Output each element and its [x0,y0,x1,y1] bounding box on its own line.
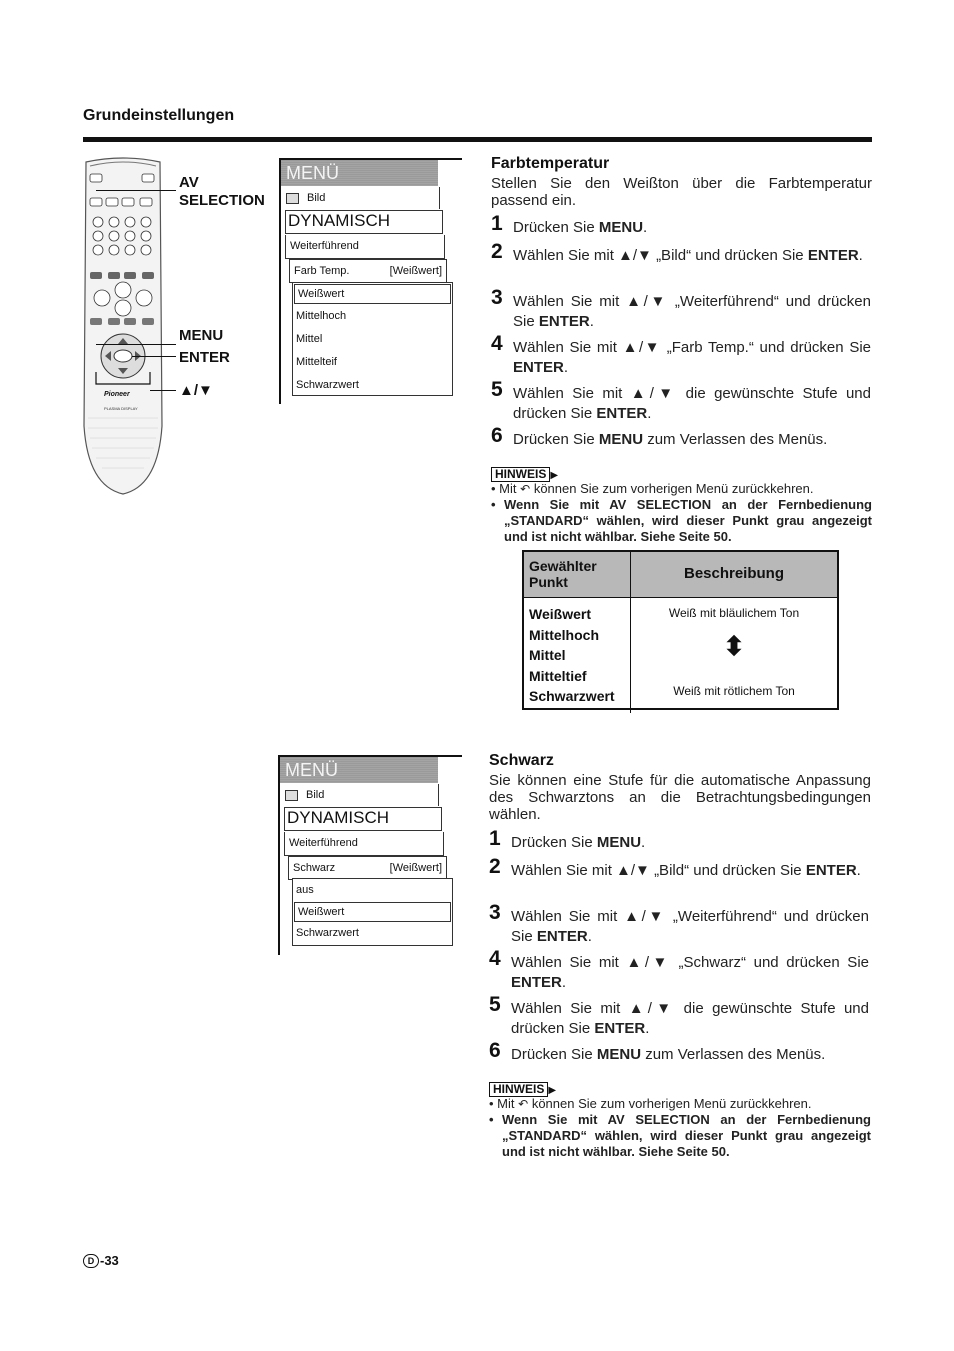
farb-note-1: • Mit ↶ können Sie zum vorherigen Menü zurückkehren. [491,481,814,496]
menu1-option[interactable]: Mittel [296,333,323,345]
farb-step-1 [491,212,872,238]
hinweis-label: HINWEIS [491,467,550,482]
label-enter: ENTER [179,349,230,366]
step-key: ENTER [538,313,590,330]
step-number: 1 [491,212,503,235]
menu1-option[interactable]: Mittelteif [296,356,337,368]
menu1-option[interactable]: Mittelhoch [296,310,347,322]
desc-bottom: Weiß mit rötlichem Ton [673,684,795,698]
page-badge: D [83,1254,99,1268]
step-text: . [856,862,861,879]
schwarz-step-2 [489,855,871,901]
hinweis-arrow-icon: ▶ [548,1085,557,1096]
menu2-item-label: Schwarz [293,862,336,874]
menu2-left-border [278,755,280,955]
note-text: Mit [497,1096,515,1111]
section-title: Grundeinstellungen [83,107,235,124]
step-text: . [858,247,863,264]
step-number: 4 [491,332,503,355]
schwarz-step-3 [489,901,871,947]
table-item: Mittel [529,647,566,663]
schwarz-title: Schwarz [489,752,554,769]
menu1-item-label: Farb Temp. [294,265,350,277]
step-text: Drücken Sie [511,834,597,851]
hinweis-label: HINWEIS [489,1082,548,1097]
farb-step-2 [491,240,872,286]
menu1-header: MENÜ [281,160,438,186]
remote-brand-logo: Pioneer [104,391,130,398]
menu1-mode-box[interactable]: DYNAMISCH [285,210,443,234]
step-text: Wählen Sie mit ▲/▼ „Weiterführend“ und drücken Sie [513,293,871,330]
step-text: Wählen Sie mit ▲/▼ „Farb Temp.“ und drücken Sie [513,339,871,356]
step-text: Wählen Sie mit ▲/▼ „Weiterführend“ und drücken Sie [511,908,869,945]
hinweis-arrow-icon: ▶ [550,470,559,481]
table-description-column [631,598,837,708]
note-text: können Sie zum vorherigen Menü zurückkehren. [533,481,814,496]
step-text: Wählen Sie mit ▲/▼ die gewünschte Stufe und drücken Sie [511,1000,869,1037]
menu2-option[interactable]: Schwarzwert [296,927,359,939]
up-down-arrow-icon: ⬍ [723,631,745,661]
menu2-advanced-row[interactable]: Weiterführend [284,832,444,856]
step-text: . [645,1020,650,1037]
remote-control-drawing [82,156,164,496]
menu2-option[interactable]: aus [296,884,314,896]
return-icon: ↶ [520,482,531,496]
schwarz-note-1: • Mit ↶ können Sie zum vorherigen Menü zurückkehren. [489,1096,812,1111]
table-item: Mittelhoch [529,626,599,643]
farb-note-2: • Wenn Sie mit AV SELECTION an der Fernbedienung „STANDARD“ wählen, wird dieser Punkt grau angezeigt und ist nicht wählbar. Siehe Seite 50. [491,497,872,544]
step-text: zum Verlassen des Menüs. [641,1046,826,1063]
label-menu: MENU [179,327,224,344]
step-number: 5 [491,378,503,401]
menu1-options-list [292,282,453,396]
step-text: Drücken Sie [513,219,599,236]
menu2-options-list [292,878,453,946]
step-key: ENTER [596,405,648,422]
step-number: 2 [491,240,503,263]
label-av: AV [179,174,199,191]
step-text: Wählen Sie mit ▲/▼ die gewünschte Stufe und drücken Sie [513,385,871,422]
menu1-picture-row[interactable] [283,187,440,209]
farb-step-6 [491,424,872,450]
step-text: Drücken Sie [511,1046,597,1063]
table-item: Schwarzwert [529,688,615,704]
menu1-item-value: [Weißwert] [389,265,442,277]
label-selection: SELECTION [179,192,265,209]
step-number: 4 [489,947,501,970]
step-text: Wählen Sie mit ▲/▼ „Bild“ und drücken Sie [511,862,806,879]
schwarz-step-6 [489,1039,871,1065]
farb-title: Farbtemperatur [491,155,610,172]
step-text: Wählen Sie mit ▲/▼ „Bild“ und drücken Sie [513,247,808,264]
menu1-option-selected[interactable]: Weißwert [294,284,451,304]
description-table [522,550,839,710]
step-key: MENU [596,1046,642,1063]
desc-top: Weiß mit bläulichem Ton [668,606,800,620]
header-rule [83,137,872,142]
step-key: ENTER [536,928,588,945]
menu2-panel [280,757,465,783]
menu2-schwarz-row[interactable] [288,856,447,880]
step-key: MENU [596,834,642,851]
menu1-farbtemp-row[interactable] [289,259,447,283]
callout-line-arrows [150,390,176,391]
menu2-picture-row[interactable] [282,784,439,806]
step-number: 6 [491,424,503,447]
table-header-description: Beschreibung [631,552,837,597]
schwarz-step-5 [489,993,871,1039]
step-number: 3 [489,901,501,924]
return-icon: ↶ [518,1097,529,1111]
step-number: 6 [489,1039,501,1062]
remote-model-text: PLASMA DISPLAY [104,406,138,411]
schwarz-step-4 [489,947,871,993]
note-text: Wenn Sie mit AV SELECTION an der Fernbedienung „STANDARD“ wählen, wird dieser Punkt grau angezeigt und ist nicht wählbar. Siehe Seite 50. [502,1112,871,1159]
step-text: Wählen Sie mit ▲/▼ „Schwarz“ und drücken Sie [511,954,869,971]
step-key: ENTER [511,974,562,991]
picture-icon [285,790,298,801]
menu2-header: MENÜ [280,757,438,783]
callout-line-menu [96,344,176,345]
note-text: Mit [499,481,517,496]
step-text: . [643,219,648,236]
menu2-item-value: [Weißwert] [389,862,442,874]
step-key: ENTER [805,862,857,879]
step-text: . [647,405,652,422]
step-key: ENTER [807,247,859,264]
step-text: . [587,928,592,945]
table-items-column [524,598,631,713]
farb-intro: Stellen Sie den Weißton über die Farbtemperatur passend ein. [491,175,872,209]
menu1-panel [281,160,466,186]
menu1-left-border [279,158,281,404]
step-number: 2 [489,855,501,878]
note-text: können Sie zum vorherigen Menü zurückkehren. [531,1096,812,1111]
schwarz-step-1 [489,827,871,853]
note-text: Wenn Sie mit AV SELECTION an der Fernbedienung „STANDARD“ wählen, wird dieser Punkt grau angezeigt und ist nicht wählbar. Siehe Seite 50. [504,497,872,544]
menu1-option[interactable]: Schwarzwert [296,379,359,391]
page-number [83,1253,119,1268]
callout-line-enter [132,356,176,357]
step-key: MENU [598,219,644,236]
table-header-item: Gewählter Punkt [524,552,631,597]
page-number-text: -33 [100,1253,119,1268]
step-number: 3 [491,286,503,309]
step-text: . [589,313,594,330]
schwarz-intro: Sie können eine Stufe für die automatische Anpassung des Schwarztons an die Betrachtungsbedingungen wählen. [489,772,871,823]
schwarz-note-2: • Wenn Sie mit AV SELECTION an der Fernbedienung „STANDARD“ wählen, wird dieser Punkt grau angezeigt und ist nicht wählbar. Siehe Seite 50. [489,1112,871,1159]
step-key: ENTER [513,359,564,376]
step-text: . [641,834,646,851]
step-text: Drücken Sie [513,431,599,448]
menu2-option-selected[interactable]: Weißwert [294,902,451,922]
menu1-advanced-row[interactable]: Weiterführend [285,235,445,259]
remote-control-illustration [82,156,164,496]
picture-icon [286,193,299,204]
step-number: 1 [489,827,501,850]
table-item: Weißwert [529,606,591,622]
menu2-picture-label: Bild [306,789,325,801]
farb-step-3 [491,286,872,332]
step-text: . [561,974,567,991]
step-key: MENU [598,431,644,448]
step-key: ENTER [594,1020,646,1037]
table-item: Mitteltief [529,667,587,684]
step-text: . [563,359,569,376]
menu1-picture-label: Bild [307,192,326,204]
step-number: 5 [489,993,501,1016]
farb-step-5 [491,378,872,424]
step-text: zum Verlassen des Menüs. [643,431,828,448]
farb-step-4 [491,332,872,378]
callout-line-av [96,190,176,191]
label-arrows: ▲/▼ [179,382,213,399]
menu2-mode-box[interactable]: DYNAMISCH [284,807,442,831]
